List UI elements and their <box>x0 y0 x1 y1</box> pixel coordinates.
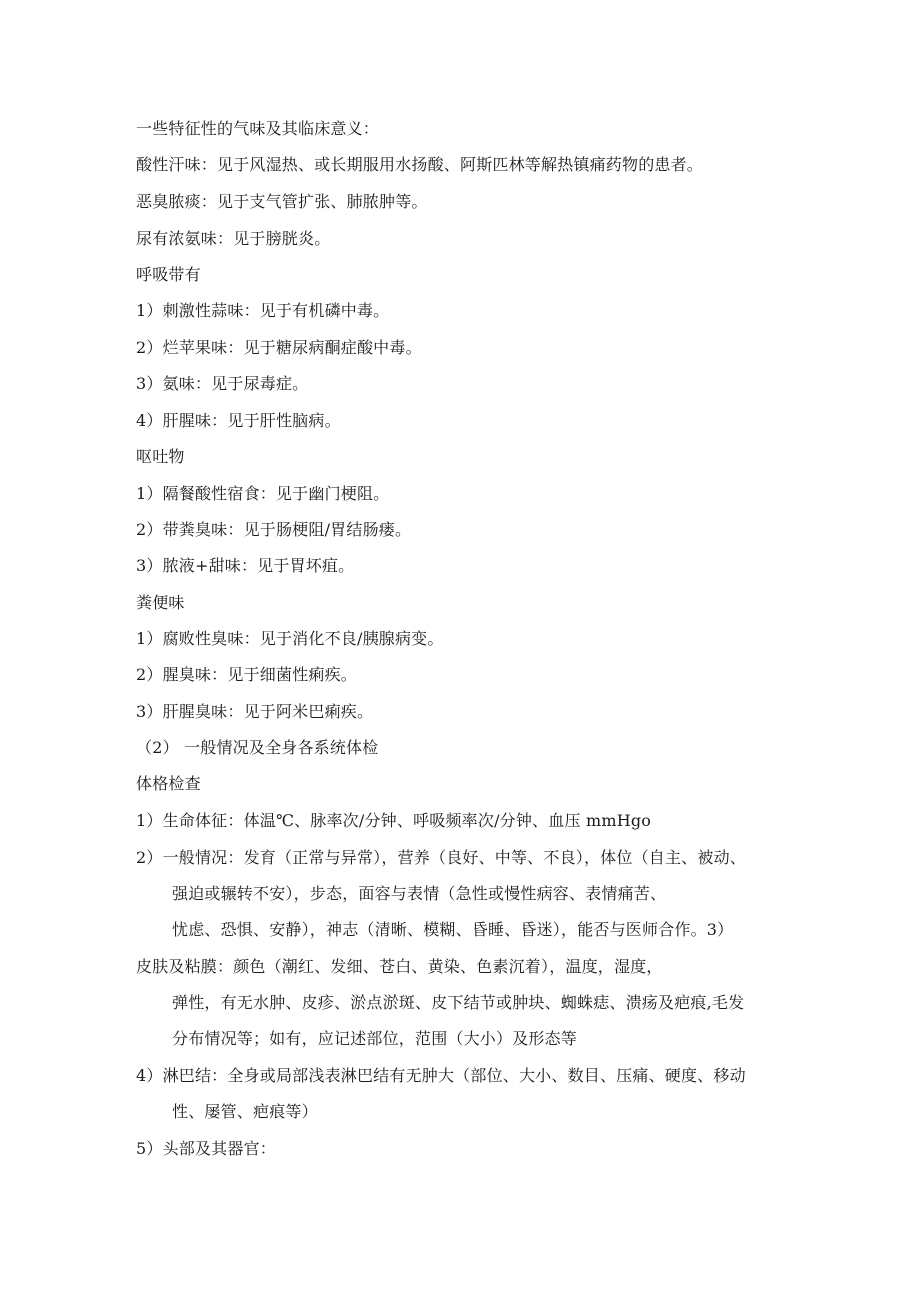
text-line: 皮肤及粘膜：颜色（潮红、发细、苍白、黄染、色素沉着），温度，湿度， <box>136 957 663 976</box>
list-item-continuation: 弹性，有无水肿、皮疹、淤点淤斑、皮下结节或肿块、蜘蛛痣、溃疡及疤痕,毛发 <box>172 993 745 1012</box>
list-item: 3）氨味：见于尿毒症。 <box>136 374 309 393</box>
text-line: 尿有浓氨味：见于膀胱炎。 <box>136 229 331 248</box>
list-item: 2）一般情况：发育（正常与异常），营养（良好、中等、不良），体位（自主、被动、 <box>136 848 746 867</box>
list-item: 1）隔餐酸性宿食：见于幽门梗阻。 <box>136 484 390 503</box>
list-item: 1）腐败性臭味：见于消化不良/胰腺病变。 <box>136 629 444 648</box>
list-item: 1）刺激性蒜味：见于有机磷中毒。 <box>136 301 390 320</box>
subheading-breath: 呼吸带有 <box>136 265 201 284</box>
subheading-vomit: 呕吐物 <box>136 447 185 466</box>
list-item-continuation: 性、屡管、疤痕等） <box>172 1102 318 1121</box>
list-item: 2）腥臭味：见于细菌性痢疾。 <box>136 665 357 684</box>
list-item: 4）淋巴结：全身或局部浅表淋巴结有无肿大（部位、大小、数目、压痛、硬度、移动 <box>136 1066 746 1085</box>
list-item-continuation: 忧虑、恐惧、安静），神志（清晰、模糊、昏睡、昏迷），能否与医师合作。3） <box>172 920 734 939</box>
list-item: 1）生命体征：体温℃、脉率次/分钟、呼吸频率次/分钟、血压 mmHgo <box>136 811 652 830</box>
list-item: 4）肝腥味：见于肝性脑病。 <box>136 411 341 430</box>
list-item-continuation: 强迫或辗转不安），步态，面容与表情（急性或慢性病容、表情痛苦、 <box>172 884 667 903</box>
list-item-continuation: 分布情况等；如有，应记述部位，范围（大小）及形态等 <box>172 1029 578 1048</box>
text-line: 酸性汗味：见于风湿热、或长期服用水扬酸、阿斯匹林等解热镇痛药物的患者。 <box>136 155 704 174</box>
list-item: 2）烂苹果味：见于糖尿病酮症酸中毒。 <box>136 338 422 357</box>
section-heading: （2） 一般情况及全身各系统体检 <box>136 738 379 757</box>
list-item: 3）脓液+甜味：见于胃坏疽。 <box>136 556 355 575</box>
text-line: 恶臭脓痰：见于支气管扩张、肺脓肿等。 <box>136 192 428 211</box>
section-intro: 一些特征性的气味及其临床意义： <box>136 119 380 138</box>
subheading-stool: 粪便味 <box>136 593 185 612</box>
list-item: 5）头部及其器官： <box>136 1139 276 1158</box>
list-item: 2）带粪臭味：见于肠梗阻/胃结肠瘘。 <box>136 520 412 539</box>
list-item: 3）肝腥臭味：见于阿米巴痢疾。 <box>136 702 374 721</box>
subheading-exam: 体格检查 <box>136 774 201 793</box>
